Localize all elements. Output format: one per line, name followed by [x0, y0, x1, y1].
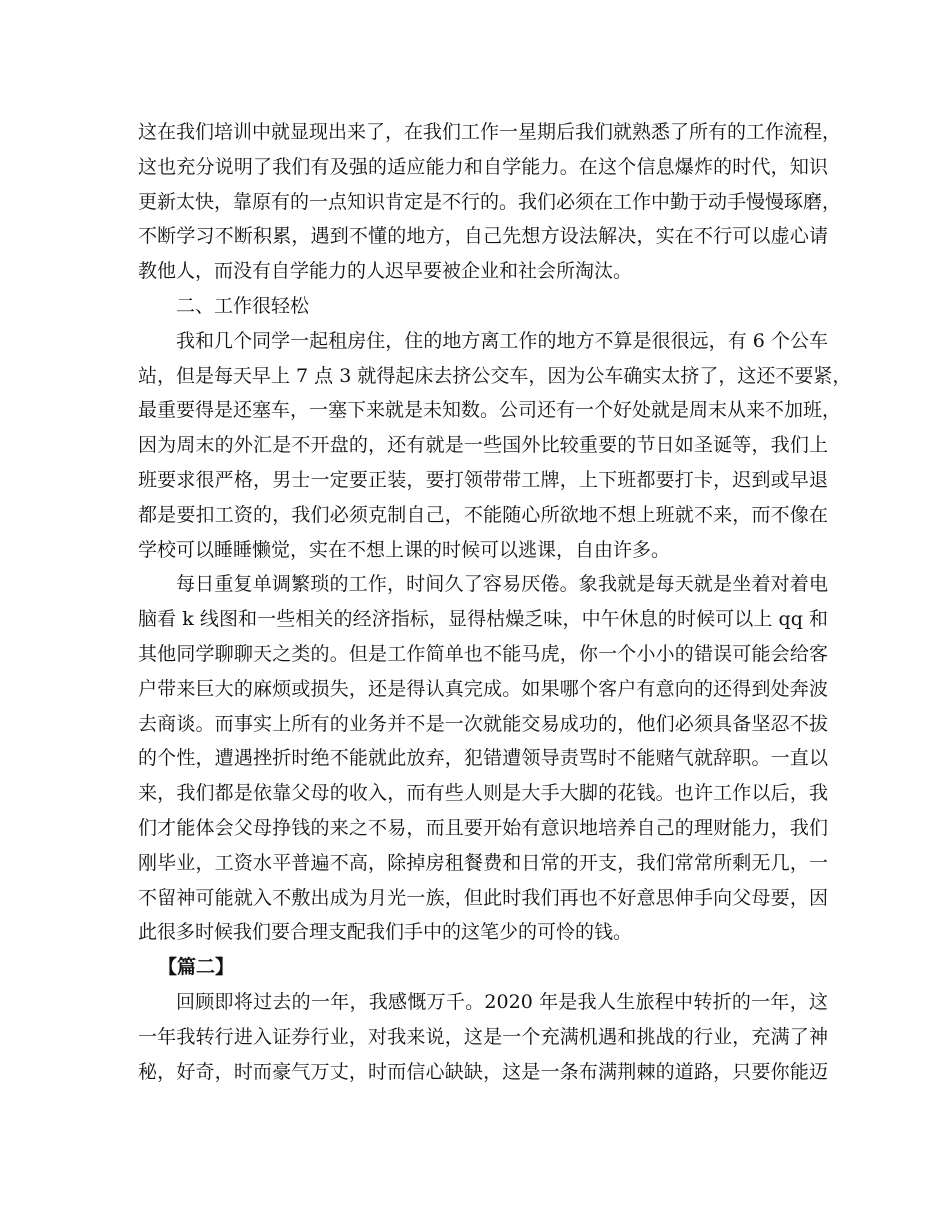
- text-line: 因为周末的外汇是不开盘的，还有就是一些国外比较重要的节日如圣诞等，我们上: [138, 434, 828, 457]
- text-line: 去商谈。而事实上所有的业务并不是一次就能交易成功的，他们必须具备坚忍不拔: [138, 712, 828, 735]
- text-line: 一年我转行进入证券行业，对我来说，这是一个充满机遇和挑战的行业，充满了神: [138, 1025, 828, 1048]
- text-line: 的个性，遭遇挫折时绝不能就此放弃，犯错遭领导责骂时不能赌气就辞职。一直以: [138, 747, 828, 770]
- text-line: 此很多时候我们要合理支配我们手中的这笔少的可怜的钱。: [138, 921, 633, 944]
- text-line: 更新太快，靠原有的一点知识肯定是不行的。我们必须在工作中勤于动手慢慢琢磨，: [138, 190, 842, 213]
- text-line: 这也充分说明了我们有及强的适应能力和自学能力。在这个信息爆炸的时代，知识: [138, 155, 828, 178]
- text-line: 都是要扣工资的，我们必须克制自己，不能随心所欲地不想上班就不来，而不像在: [138, 503, 828, 526]
- section-heading: 二、工作很轻松: [176, 294, 310, 317]
- text-line: 学校可以睡睡懒觉，实在不想上课的时候可以逃课，自由许多。: [138, 538, 671, 561]
- text-line: 站，但是每天早上 7 点 3 就得起床去挤公交车，因为公车确实太挤了，这还不要紧，: [138, 364, 852, 387]
- text-line: 们才能体会父母挣钱的来之不易，而且要开始有意识地培养自己的理财能力，我们: [138, 816, 828, 839]
- text-line: 来，我们都是依靠父母的收入，而有些人则是大手大脚的花钱。也许工作以后，我: [138, 782, 828, 805]
- text-line: 我和几个同学一起租房住，住的地方离工作的地方不算是很很远，有 6 个公车: [176, 329, 828, 352]
- text-line: 秘，好奇，时而豪气万丈，时而信心缺缺，这是一条布满荆棘的道路，只要你能迈: [138, 1060, 828, 1083]
- text-line: 回顾即将过去的一年，我感慨万千。2020 年是我人生旅程中转折的一年，这: [176, 990, 828, 1013]
- text-line: 户带来巨大的麻烦或损失，还是得认真完成。如果哪个客户有意向的还得到处奔波: [138, 677, 828, 700]
- text-line: 教他人，而没有自学能力的人迟早要被企业和社会所淘汰。: [138, 260, 633, 283]
- text-line: 班要求很严格，男士一定要正装，要打领带带工牌，上下班都要打卡，迟到或早退: [138, 468, 828, 491]
- text-line: 不断学习不断积累，遇到不懂的地方，自己先想方设法解决，实在不行可以虚心请: [138, 225, 828, 248]
- document-body: [138, 115, 852, 1089]
- text-line: 其他同学聊聊天之类的。但是工作简单也不能马虎，你一个小小的错误可能会给客: [138, 642, 828, 665]
- text-line: 刚毕业，工资水平普遍不高，除掉房租餐费和日常的开支，我们常常所剩无几，一: [138, 851, 828, 874]
- text-line: 最重要得是还塞车，一塞下来就是未知数。公司还有一个好处就是周末从来不加班，: [138, 399, 842, 422]
- text-line: 每日重复单调繁琐的工作，时间久了容易厌倦。象我就是每天就是坐着对着电: [176, 573, 828, 596]
- text-line: 不留神可能就入不敷出成为月光一族，但此时我们再也不好意思伸手向父母要，因: [138, 886, 828, 909]
- text-line: 脑看 k 线图和一些相关的经济指标，显得枯燥乏味，中午休息的时候可以上 qq 和: [138, 608, 828, 631]
- text-line: 这在我们培训中就显现出来了，在我们工作一星期后我们就熟悉了所有的工作流程，: [138, 121, 842, 143]
- part-heading: 【篇二】: [158, 956, 235, 979]
